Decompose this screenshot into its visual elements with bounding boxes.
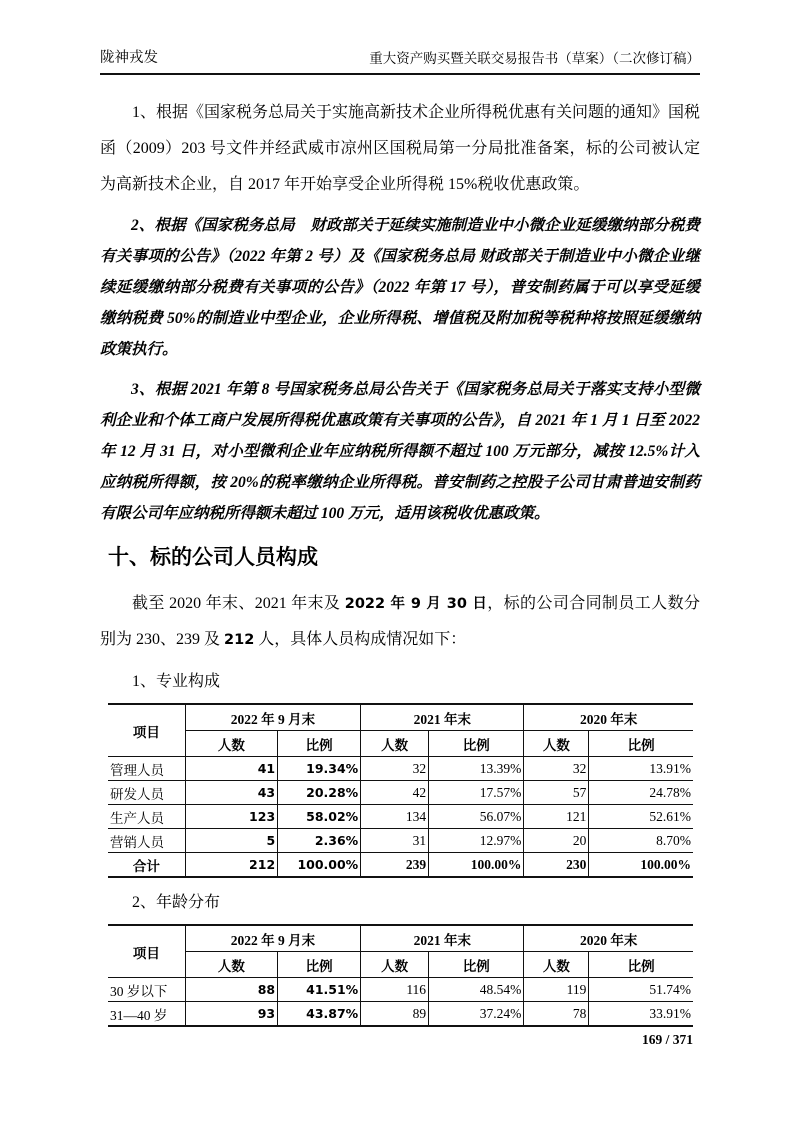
value-cell: 93 — [185, 1002, 277, 1027]
col-header-period: 2020 年末 — [524, 925, 693, 952]
value-cell: 5 — [185, 829, 277, 853]
value-cell: 32 — [524, 757, 589, 781]
table-header-row — [108, 925, 693, 952]
col-header-count: 人数 — [524, 952, 589, 978]
intro-text-3: 人，具体人员构成情况如下： — [254, 631, 467, 648]
value-cell: 123 — [185, 805, 277, 829]
col-header-ratio: 比例 — [589, 731, 693, 757]
age-table — [108, 924, 693, 1027]
row-label-cell: 合计 — [108, 853, 185, 878]
value-cell: 13.39% — [429, 757, 524, 781]
col-header-count: 人数 — [185, 952, 277, 978]
value-cell: 43 — [185, 781, 277, 805]
col-header-count: 人数 — [185, 731, 277, 757]
value-cell: 24.78% — [589, 781, 693, 805]
col-header-ratio: 比例 — [278, 731, 361, 757]
col-header-ratio: 比例 — [429, 952, 524, 978]
value-cell: 48.54% — [429, 978, 524, 1002]
table-row — [108, 853, 693, 878]
col-header-item: 项目 — [108, 925, 185, 978]
table-row — [108, 757, 693, 781]
intro-bold-date: 2022 年 9 月 30 日 — [344, 596, 488, 612]
page-number: 169 / 371 — [641, 1032, 693, 1047]
doc-short-title: 陇神戎发 — [100, 50, 158, 66]
value-cell: 41.51% — [278, 978, 361, 1002]
col-header-period: 2022 年 9 月末 — [185, 704, 360, 731]
age-table-container — [100, 924, 700, 1027]
value-cell: 42 — [361, 781, 429, 805]
value-cell: 239 — [361, 853, 429, 878]
row-label-cell: 研发人员 — [108, 781, 185, 805]
col-header-count: 人数 — [524, 731, 589, 757]
value-cell: 33.91% — [589, 1002, 693, 1027]
value-cell: 100.00% — [278, 853, 361, 878]
subsection-heading-profession: 1、专业构成 — [132, 673, 221, 690]
section-heading: 十、标的公司人员构成 — [108, 546, 318, 569]
value-cell: 20 — [524, 829, 589, 853]
section-intro-paragraph — [100, 586, 700, 658]
value-cell: 230 — [524, 853, 589, 878]
value-cell: 134 — [361, 805, 429, 829]
value-cell: 37.24% — [429, 1002, 524, 1027]
value-cell: 119 — [524, 978, 589, 1002]
value-cell: 2.36% — [278, 829, 361, 853]
row-label-cell: 生产人员 — [108, 805, 185, 829]
table-subheader-row — [108, 952, 693, 978]
value-cell: 41 — [185, 757, 277, 781]
value-cell: 51.74% — [589, 978, 693, 1002]
table-row — [108, 829, 693, 853]
value-cell: 56.07% — [429, 805, 524, 829]
value-cell: 8.70% — [589, 829, 693, 853]
paragraph-tax-policy-3: 3、根据 2021 年第 8 号国家税务总局公告关于《国家税务总局关于落实支持小型微利企业和个体工商户发展所得税优惠政策有关事项的公告》，自 2021 年 1 月 1 日至 2022 年 12 月 31 日，对小型微利企业年应纳税所得额不超过 100 万元部分，减按 12.5%计入应纳税所得额，按 20%的税率缴纳企业所得税。普安制药之控股子公司甘肃普迪安制药有限公司年应纳税所得额未超过 100 万元，适用该税收优惠政策。 — [100, 381, 700, 522]
intro-text-1: 截至 2020 年末、2021 年末及 — [132, 595, 345, 612]
col-header-ratio: 比例 — [278, 952, 361, 978]
intro-bold-count: 212 — [224, 632, 255, 648]
paragraph-tax-policy-2: 2、根据《国家税务总局 财政部关于延续实施制造业中小微企业延缓缴纳部分税费有关事项的公告》（2022 年第 2 号）及《国家税务总局 财政部关于制造业中小微企业继续延缓缴纳部分税费有关事项的公告》（2022 年第 17 号），普安制药属于可以享受延缓缴纳税费 50%的制造业中型企业，企业所得税、增值税及附加税等税种将按照延缓缴纳政策执行。 — [100, 217, 700, 358]
row-label-cell: 30 岁以下 — [108, 978, 185, 1002]
value-cell: 58.02% — [278, 805, 361, 829]
row-label-cell: 管理人员 — [108, 757, 185, 781]
value-cell: 78 — [524, 1002, 589, 1027]
table-header-row — [108, 704, 693, 731]
col-header-period: 2020 年末 — [524, 704, 693, 731]
table-row — [108, 805, 693, 829]
value-cell: 13.91% — [589, 757, 693, 781]
col-header-count: 人数 — [361, 731, 429, 757]
value-cell: 43.87% — [278, 1002, 361, 1027]
col-header-period: 2021 年末 — [361, 704, 524, 731]
value-cell: 89 — [361, 1002, 429, 1027]
col-header-period: 2021 年末 — [361, 925, 524, 952]
paragraph-tax-policy-1: 1、根据《国家税务总局关于实施高新技术企业所得税优惠有关问题的通知》国税函（2009）203 号文件并经武威市凉州区国税局第一分局批准备案，标的公司被认定为高新技术企业，自 2017 年开始享受企业所得税 15%税收优惠政策。 — [100, 104, 701, 193]
value-cell: 19.34% — [278, 757, 361, 781]
table-row — [108, 1002, 693, 1027]
value-cell: 52.61% — [589, 805, 693, 829]
table-row — [108, 781, 693, 805]
value-cell: 212 — [185, 853, 277, 878]
value-cell: 121 — [524, 805, 589, 829]
value-cell: 32 — [361, 757, 429, 781]
profession-table — [108, 703, 693, 878]
doc-full-title: 重大资产购买暨关联交易报告书（草案）（二次修订稿） — [369, 51, 700, 66]
col-header-item: 项目 — [108, 704, 185, 757]
col-header-ratio: 比例 — [429, 731, 524, 757]
value-cell: 17.57% — [429, 781, 524, 805]
table-row — [108, 978, 693, 1002]
value-cell: 57 — [524, 781, 589, 805]
value-cell: 100.00% — [589, 853, 693, 878]
value-cell: 12.97% — [429, 829, 524, 853]
col-header-count: 人数 — [361, 952, 429, 978]
page-header — [100, 46, 700, 75]
col-header-period: 2022 年 9 月末 — [185, 925, 360, 952]
profession-table-container — [100, 703, 700, 878]
value-cell: 31 — [361, 829, 429, 853]
col-header-ratio: 比例 — [589, 952, 693, 978]
value-cell: 20.28% — [278, 781, 361, 805]
intro-text-2: ，标的公司合同制员工人数分别为 230、239 及 — [100, 595, 700, 648]
row-label-cell: 营销人员 — [108, 829, 185, 853]
value-cell: 116 — [361, 978, 429, 1002]
subsection-heading-age: 2、年龄分布 — [132, 894, 221, 911]
row-label-cell: 31—40 岁 — [108, 1002, 185, 1027]
table-subheader-row — [108, 731, 693, 757]
value-cell: 100.00% — [429, 853, 524, 878]
value-cell: 88 — [185, 978, 277, 1002]
